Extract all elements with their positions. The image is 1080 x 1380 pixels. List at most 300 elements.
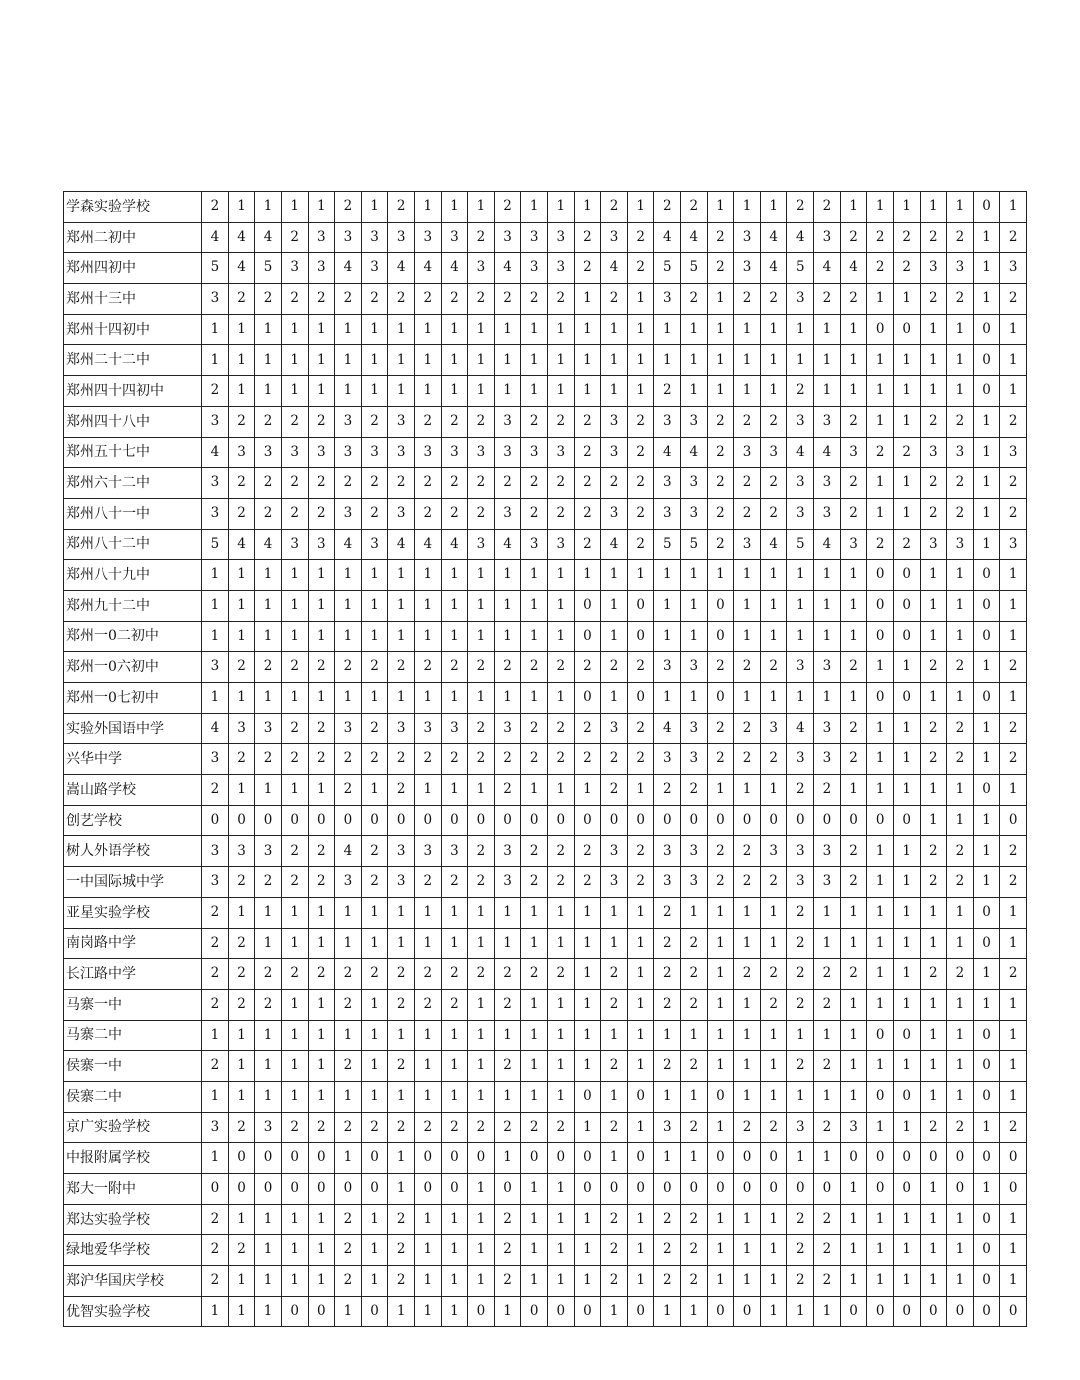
value-cell: 1	[361, 192, 388, 223]
value-cell: 1	[494, 1020, 521, 1051]
value-cell: 1	[228, 1051, 255, 1082]
value-cell: 1	[627, 314, 654, 345]
value-cell: 2	[760, 1112, 787, 1143]
value-cell: 3	[441, 836, 468, 867]
value-cell: 3	[787, 498, 814, 529]
value-cell: 2	[494, 1235, 521, 1266]
table-row	[64, 1235, 1027, 1266]
value-cell: 1	[468, 1081, 495, 1112]
value-cell: 2	[494, 959, 521, 990]
value-cell: 3	[202, 406, 229, 437]
value-cell: 0	[973, 192, 1000, 223]
value-cell: 2	[574, 867, 601, 898]
value-cell: 2	[574, 744, 601, 775]
value-cell: 3	[388, 498, 415, 529]
value-cell: 2	[255, 959, 282, 990]
value-cell: 5	[202, 529, 229, 560]
value-cell: 1	[388, 897, 415, 928]
value-cell: 1	[893, 1204, 920, 1235]
value-cell: 0	[893, 1143, 920, 1174]
value-cell: 1	[281, 775, 308, 806]
table-row	[64, 652, 1027, 683]
value-cell: 1	[281, 1235, 308, 1266]
value-cell: 1	[574, 284, 601, 315]
value-cell: 3	[734, 253, 761, 284]
value-cell: 1	[840, 989, 867, 1020]
value-cell: 2	[1000, 468, 1027, 499]
value-cell: 3	[494, 406, 521, 437]
value-cell: 1	[468, 560, 495, 591]
value-cell: 1	[228, 1296, 255, 1327]
value-cell: 3	[787, 744, 814, 775]
value-cell: 1	[548, 345, 575, 376]
value-cell: 1	[654, 314, 681, 345]
value-cell: 1	[814, 1020, 841, 1051]
value-cell: 1	[893, 1051, 920, 1082]
value-cell: 0	[760, 1143, 787, 1174]
value-cell: 1	[361, 1235, 388, 1266]
value-cell: 1	[814, 376, 841, 407]
value-cell: 2	[601, 1235, 628, 1266]
value-cell: 0	[973, 560, 1000, 591]
value-cell: 3	[308, 437, 335, 468]
value-cell: 2	[202, 376, 229, 407]
value-cell: 2	[388, 959, 415, 990]
value-cell: 1	[840, 1235, 867, 1266]
value-cell: 1	[601, 1020, 628, 1051]
value-cell: 1	[1000, 1235, 1027, 1266]
value-cell: 1	[707, 284, 734, 315]
value-cell: 2	[654, 897, 681, 928]
value-cell: 4	[654, 222, 681, 253]
value-cell: 1	[1000, 989, 1027, 1020]
value-cell: 3	[255, 836, 282, 867]
value-cell: 1	[681, 1081, 708, 1112]
value-cell: 2	[468, 867, 495, 898]
value-cell: 0	[973, 1204, 1000, 1235]
value-cell: 3	[202, 1112, 229, 1143]
value-cell: 2	[494, 1204, 521, 1235]
value-cell: 1	[202, 560, 229, 591]
value-cell: 2	[388, 284, 415, 315]
value-cell: 1	[920, 192, 947, 223]
value-cell: 1	[973, 1174, 1000, 1205]
value-cell: 2	[840, 222, 867, 253]
value-cell: 1	[627, 928, 654, 959]
value-cell: 0	[494, 1174, 521, 1205]
table-row	[64, 314, 1027, 345]
school-name-cell: 马寨二中	[64, 1020, 202, 1051]
value-cell: 2	[548, 867, 575, 898]
school-name-cell: 郑沪华国庆学校	[64, 1266, 202, 1297]
value-cell: 2	[388, 1266, 415, 1297]
value-cell: 1	[920, 1020, 947, 1051]
value-cell: 3	[814, 713, 841, 744]
value-cell: 1	[1000, 1051, 1027, 1082]
value-cell: 1	[335, 345, 362, 376]
value-cell: 1	[681, 345, 708, 376]
value-cell: 0	[255, 1174, 282, 1205]
value-cell: 0	[707, 1081, 734, 1112]
value-cell: 0	[893, 1174, 920, 1205]
value-cell: 1	[308, 928, 335, 959]
value-cell: 1	[787, 683, 814, 714]
value-cell: 1	[920, 928, 947, 959]
value-cell: 2	[281, 652, 308, 683]
value-cell: 0	[1000, 1143, 1027, 1174]
value-cell: 1	[681, 560, 708, 591]
value-cell: 1	[707, 775, 734, 806]
value-cell: 2	[521, 284, 548, 315]
value-cell: 1	[627, 897, 654, 928]
value-cell: 1	[787, 1296, 814, 1327]
value-cell: 1	[281, 560, 308, 591]
value-cell: 1	[867, 928, 894, 959]
value-cell: 1	[521, 560, 548, 591]
value-cell: 2	[388, 989, 415, 1020]
value-cell: 1	[947, 897, 974, 928]
value-cell: 0	[627, 621, 654, 652]
value-cell: 2	[814, 1204, 841, 1235]
value-cell: 0	[574, 590, 601, 621]
table-row	[64, 560, 1027, 591]
value-cell: 3	[255, 437, 282, 468]
value-cell: 1	[414, 1266, 441, 1297]
value-cell: 2	[335, 744, 362, 775]
value-cell: 0	[574, 1143, 601, 1174]
value-cell: 1	[202, 1296, 229, 1327]
value-cell: 1	[893, 345, 920, 376]
value-cell: 2	[335, 192, 362, 223]
value-cell: 2	[574, 713, 601, 744]
value-cell: 3	[414, 836, 441, 867]
school-name-cell: 京广实验学校	[64, 1112, 202, 1143]
value-cell: 1	[414, 376, 441, 407]
value-cell: 2	[388, 1204, 415, 1235]
value-cell: 4	[228, 253, 255, 284]
school-name-cell: 长江路中学	[64, 959, 202, 990]
value-cell: 1	[521, 989, 548, 1020]
value-cell: 0	[973, 621, 1000, 652]
value-cell: 0	[202, 805, 229, 836]
value-cell: 2	[521, 744, 548, 775]
value-cell: 1	[281, 897, 308, 928]
value-cell: 1	[441, 1204, 468, 1235]
table-row	[64, 1081, 1027, 1112]
value-cell: 2	[920, 713, 947, 744]
value-cell: 1	[973, 836, 1000, 867]
value-cell: 2	[814, 1266, 841, 1297]
value-cell: 1	[441, 1296, 468, 1327]
value-cell: 2	[281, 744, 308, 775]
value-cell: 0	[867, 1296, 894, 1327]
value-cell: 2	[947, 959, 974, 990]
value-cell: 3	[654, 836, 681, 867]
value-cell: 2	[388, 775, 415, 806]
value-cell: 2	[920, 652, 947, 683]
value-cell: 3	[920, 529, 947, 560]
value-cell: 2	[760, 744, 787, 775]
value-cell: 2	[574, 437, 601, 468]
value-cell: 2	[361, 284, 388, 315]
value-cell: 1	[468, 1235, 495, 1266]
value-cell: 1	[361, 376, 388, 407]
value-cell: 2	[308, 1112, 335, 1143]
value-cell: 2	[681, 1051, 708, 1082]
table-row	[64, 928, 1027, 959]
value-cell: 1	[707, 560, 734, 591]
value-cell: 2	[654, 1204, 681, 1235]
value-cell: 1	[574, 775, 601, 806]
table-row	[64, 284, 1027, 315]
value-cell: 1	[627, 1235, 654, 1266]
value-cell: 1	[840, 621, 867, 652]
value-cell: 3	[202, 468, 229, 499]
value-cell: 2	[627, 222, 654, 253]
value-cell: 1	[255, 621, 282, 652]
value-cell: 2	[255, 989, 282, 1020]
value-cell: 0	[760, 1174, 787, 1205]
value-cell: 2	[840, 867, 867, 898]
value-cell: 1	[867, 989, 894, 1020]
value-cell: 3	[335, 406, 362, 437]
value-cell: 0	[574, 805, 601, 836]
table-row	[64, 192, 1027, 223]
value-cell: 1	[947, 989, 974, 1020]
value-cell: 2	[441, 959, 468, 990]
value-cell: 2	[548, 744, 575, 775]
value-cell: 2	[867, 529, 894, 560]
value-cell: 1	[973, 805, 1000, 836]
value-cell: 2	[947, 836, 974, 867]
value-cell: 1	[893, 468, 920, 499]
value-cell: 1	[255, 314, 282, 345]
value-cell: 1	[601, 621, 628, 652]
value-cell: 1	[920, 621, 947, 652]
value-cell: 2	[840, 713, 867, 744]
school-name-cell: 亚星实验学校	[64, 897, 202, 928]
value-cell: 1	[574, 959, 601, 990]
value-cell: 1	[521, 775, 548, 806]
value-cell: 1	[681, 621, 708, 652]
value-cell: 2	[681, 1204, 708, 1235]
value-cell: 1	[707, 345, 734, 376]
value-cell: 2	[548, 468, 575, 499]
value-cell: 2	[947, 468, 974, 499]
allocation-table	[63, 191, 1027, 1327]
value-cell: 3	[814, 836, 841, 867]
value-cell: 1	[627, 775, 654, 806]
value-cell: 1	[414, 1020, 441, 1051]
value-cell: 1	[281, 1020, 308, 1051]
value-cell: 1	[414, 683, 441, 714]
school-name-cell: 中报附属学校	[64, 1143, 202, 1174]
value-cell: 1	[893, 713, 920, 744]
value-cell: 1	[1000, 192, 1027, 223]
value-cell: 1	[574, 1051, 601, 1082]
value-cell: 3	[947, 253, 974, 284]
value-cell: 2	[414, 498, 441, 529]
value-cell: 2	[627, 867, 654, 898]
value-cell: 1	[521, 1266, 548, 1297]
value-cell: 1	[654, 683, 681, 714]
value-cell: 0	[814, 1174, 841, 1205]
value-cell: 0	[255, 1143, 282, 1174]
value-cell: 2	[920, 836, 947, 867]
value-cell: 1	[521, 1235, 548, 1266]
value-cell: 1	[760, 928, 787, 959]
value-cell: 1	[760, 1051, 787, 1082]
value-cell: 1	[228, 1204, 255, 1235]
value-cell: 1	[494, 314, 521, 345]
value-cell: 2	[681, 1235, 708, 1266]
value-cell: 5	[654, 529, 681, 560]
value-cell: 1	[760, 1081, 787, 1112]
value-cell: 1	[548, 590, 575, 621]
value-cell: 1	[468, 897, 495, 928]
value-cell: 1	[574, 1266, 601, 1297]
value-cell: 1	[414, 1204, 441, 1235]
value-cell: 1	[973, 284, 1000, 315]
value-cell: 2	[814, 192, 841, 223]
value-cell: 1	[441, 683, 468, 714]
value-cell: 1	[947, 345, 974, 376]
school-name-cell: 兴华中学	[64, 744, 202, 775]
value-cell: 1	[707, 1266, 734, 1297]
value-cell: 1	[947, 1051, 974, 1082]
value-cell: 1	[335, 897, 362, 928]
value-cell: 1	[361, 1204, 388, 1235]
value-cell: 1	[308, 683, 335, 714]
value-cell: 2	[1000, 744, 1027, 775]
value-cell: 1	[947, 683, 974, 714]
value-cell: 1	[521, 928, 548, 959]
value-cell: 2	[335, 1112, 362, 1143]
value-cell: 1	[255, 192, 282, 223]
value-cell: 2	[787, 989, 814, 1020]
value-cell: 2	[734, 406, 761, 437]
value-cell: 2	[893, 253, 920, 284]
value-cell: 3	[840, 1112, 867, 1143]
value-cell: 2	[361, 713, 388, 744]
value-cell: 0	[707, 621, 734, 652]
value-cell: 2	[228, 468, 255, 499]
value-cell: 2	[787, 928, 814, 959]
value-cell: 0	[308, 1296, 335, 1327]
value-cell: 1	[920, 1266, 947, 1297]
value-cell: 4	[814, 529, 841, 560]
value-cell: 3	[494, 437, 521, 468]
value-cell: 1	[441, 928, 468, 959]
value-cell: 1	[654, 345, 681, 376]
value-cell: 2	[840, 959, 867, 990]
table-row	[64, 1143, 1027, 1174]
value-cell: 1	[361, 1266, 388, 1297]
value-cell: 1	[335, 1081, 362, 1112]
value-cell: 2	[388, 1112, 415, 1143]
value-cell: 3	[734, 437, 761, 468]
value-cell: 1	[414, 1081, 441, 1112]
value-cell: 2	[707, 498, 734, 529]
value-cell: 1	[548, 775, 575, 806]
value-cell: 0	[893, 314, 920, 345]
value-cell: 3	[654, 1112, 681, 1143]
value-cell: 1	[494, 560, 521, 591]
value-cell: 2	[441, 989, 468, 1020]
value-cell: 1	[388, 376, 415, 407]
value-cell: 2	[627, 744, 654, 775]
value-cell: 1	[308, 1235, 335, 1266]
value-cell: 1	[601, 683, 628, 714]
value-cell: 0	[920, 1143, 947, 1174]
value-cell: 2	[548, 652, 575, 683]
value-cell: 2	[202, 928, 229, 959]
value-cell: 4	[228, 222, 255, 253]
value-cell: 1	[281, 345, 308, 376]
value-cell: 2	[601, 284, 628, 315]
value-cell: 5	[681, 253, 708, 284]
value-cell: 0	[468, 805, 495, 836]
value-cell: 2	[787, 1235, 814, 1266]
value-cell: 1	[468, 1266, 495, 1297]
value-cell: 2	[414, 468, 441, 499]
value-cell: 0	[388, 805, 415, 836]
value-cell: 1	[947, 1204, 974, 1235]
value-cell: 2	[228, 744, 255, 775]
value-cell: 1	[601, 897, 628, 928]
value-cell: 2	[308, 959, 335, 990]
value-cell: 1	[308, 1051, 335, 1082]
value-cell: 2	[308, 867, 335, 898]
value-cell: 1	[548, 1051, 575, 1082]
value-cell: 0	[468, 1296, 495, 1327]
value-cell: 1	[255, 1296, 282, 1327]
value-cell: 2	[574, 253, 601, 284]
value-cell: 1	[548, 897, 575, 928]
value-cell: 1	[734, 1266, 761, 1297]
value-cell: 2	[228, 867, 255, 898]
table-row	[64, 713, 1027, 744]
value-cell: 1	[228, 192, 255, 223]
value-cell: 1	[760, 1235, 787, 1266]
value-cell: 2	[681, 192, 708, 223]
value-cell: 0	[228, 1143, 255, 1174]
value-cell: 4	[601, 253, 628, 284]
value-cell: 2	[202, 775, 229, 806]
value-cell: 1	[361, 775, 388, 806]
value-cell: 2	[468, 1112, 495, 1143]
value-cell: 2	[308, 406, 335, 437]
value-cell: 1	[867, 744, 894, 775]
value-cell: 1	[867, 1204, 894, 1235]
school-name-cell: 侯寨二中	[64, 1081, 202, 1112]
value-cell: 1	[494, 1143, 521, 1174]
value-cell: 2	[494, 652, 521, 683]
value-cell: 1	[281, 683, 308, 714]
value-cell: 1	[414, 590, 441, 621]
value-cell: 1	[947, 1020, 974, 1051]
value-cell: 1	[308, 989, 335, 1020]
value-cell: 1	[973, 222, 1000, 253]
value-cell: 3	[202, 498, 229, 529]
value-cell: 1	[388, 590, 415, 621]
value-cell: 1	[920, 560, 947, 591]
value-cell: 2	[361, 468, 388, 499]
value-cell: 1	[574, 376, 601, 407]
value-cell: 1	[893, 897, 920, 928]
value-cell: 2	[601, 989, 628, 1020]
value-cell: 2	[548, 959, 575, 990]
